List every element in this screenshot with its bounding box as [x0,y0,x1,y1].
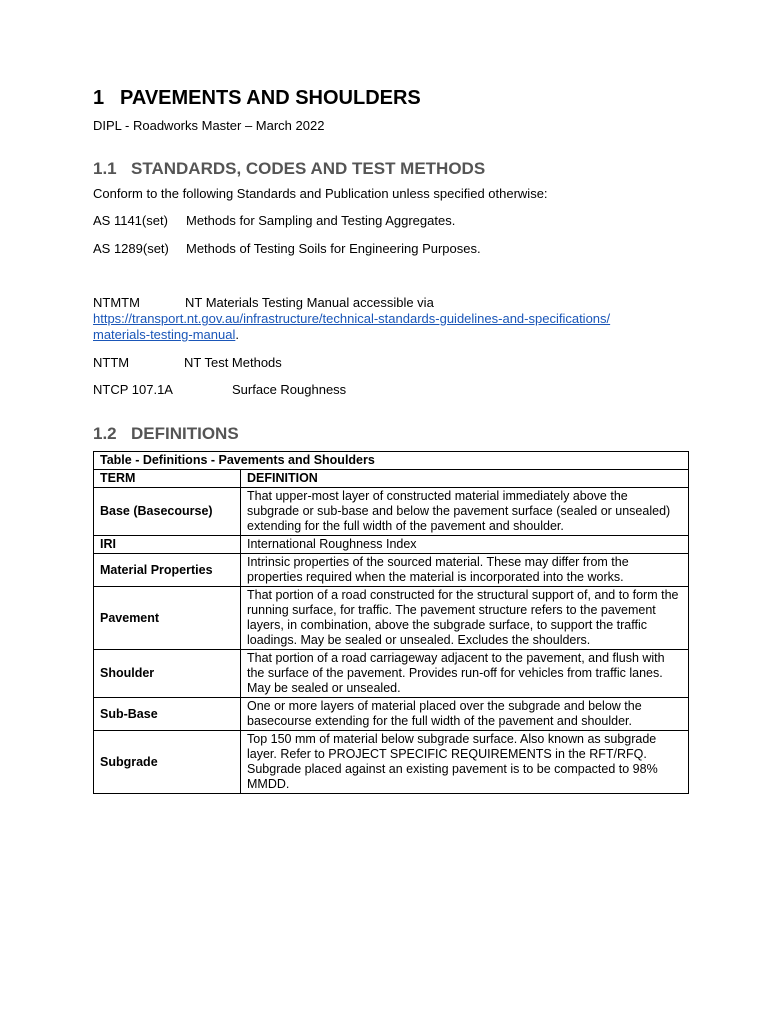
definition-cell: One or more layers of material placed over the subgrade and below the basecourse extending for the full width of the pavement and shoulder. [241,698,689,731]
table-row [94,488,689,536]
definitions-table [93,451,689,794]
definition-cell: Top 150 mm of material below subgrade surface. Also known as subgrade layer. Refer to PROJECT SPECIFIC REQUIREMENTS in the RFT/RFQ. Subgrade placed against an existing pavement is to be compacted to 98% MMDD. [241,731,689,794]
standard-item-ntcp: NTCP 107.1A Surface Roughness [93,382,347,397]
section-heading-standards: 1.1 STANDARDS, CODES AND TEST METHODS [93,159,486,178]
table-row [94,536,689,554]
standards-intro: Conform to the following Standards and Publication unless specified otherwise: [93,186,548,201]
standard-item: AS 1289(set) Methods of Testing Soils for Engineering Purposes. [93,241,481,256]
definition-cell: That portion of a road carriageway adjacent to the pavement, and flush with the surface of the pavement. Provides run-off for vehicles from traffic lanes. May be sealed or unsealed. [241,650,689,698]
standard-item-ntmtm: NTMTM NT Materials Testing Manual accessible via [93,295,434,310]
ntmtm-link[interactable]: https://transport.nt.gov.au/infrastructure/technical-standards-guidelines-and-specifications/ [93,311,611,326]
term-cell: Base (Basecourse) [94,488,241,536]
table-row [94,650,689,698]
definition-cell: That upper-most layer of constructed material immediately above the subgrade or sub-base and below the pavement surface (sealed or unsealed) extending for the full width of the pavement and shoulder. [241,488,689,536]
term-cell: IRI [94,536,241,554]
term-cell: Shoulder [94,650,241,698]
term-cell: Sub-Base [94,698,241,731]
table-header-row [94,470,689,488]
document-subtitle: DIPL - Roadworks Master – March 2022 [93,118,325,133]
table-caption: Table - Definitions - Pavements and Shoulders [94,452,689,470]
ntmtm-link-cont[interactable]: materials-testing-manual [93,327,236,342]
ntmtm-link-line2: materials-testing-manual. [93,327,239,342]
definition-cell: Intrinsic properties of the sourced material. These may differ from the properties required when the material is incorporated into the works. [241,554,689,587]
section-heading-definitions: 1.2 DEFINITIONS [93,424,239,443]
table-caption-row [94,452,689,470]
term-cell: Material Properties [94,554,241,587]
table-row [94,587,689,650]
table-row [94,698,689,731]
table-row [94,731,689,794]
standard-item-nttm: NTTM NT Test Methods [93,355,282,370]
definition-cell: That portion of a road constructed for the structural support of, and to form the running surface, for traffic. The pavement structure refers to the pavement layers, in combination, above the subgrade surface, to support the traffic loadings. May be sealed or unsealed. Excludes the shoulders. [241,587,689,650]
column-header-definition: DEFINITION [241,470,689,488]
definition-cell: International Roughness Index [241,536,689,554]
standard-item: AS 1141(set) Methods for Sampling and Testing Aggregates. [93,213,456,228]
table-row [94,554,689,587]
term-cell: Subgrade [94,731,241,794]
column-header-term: TERM [94,470,241,488]
term-cell: Pavement [94,587,241,650]
page-heading: 1 PAVEMENTS AND SHOULDERS [93,87,421,109]
